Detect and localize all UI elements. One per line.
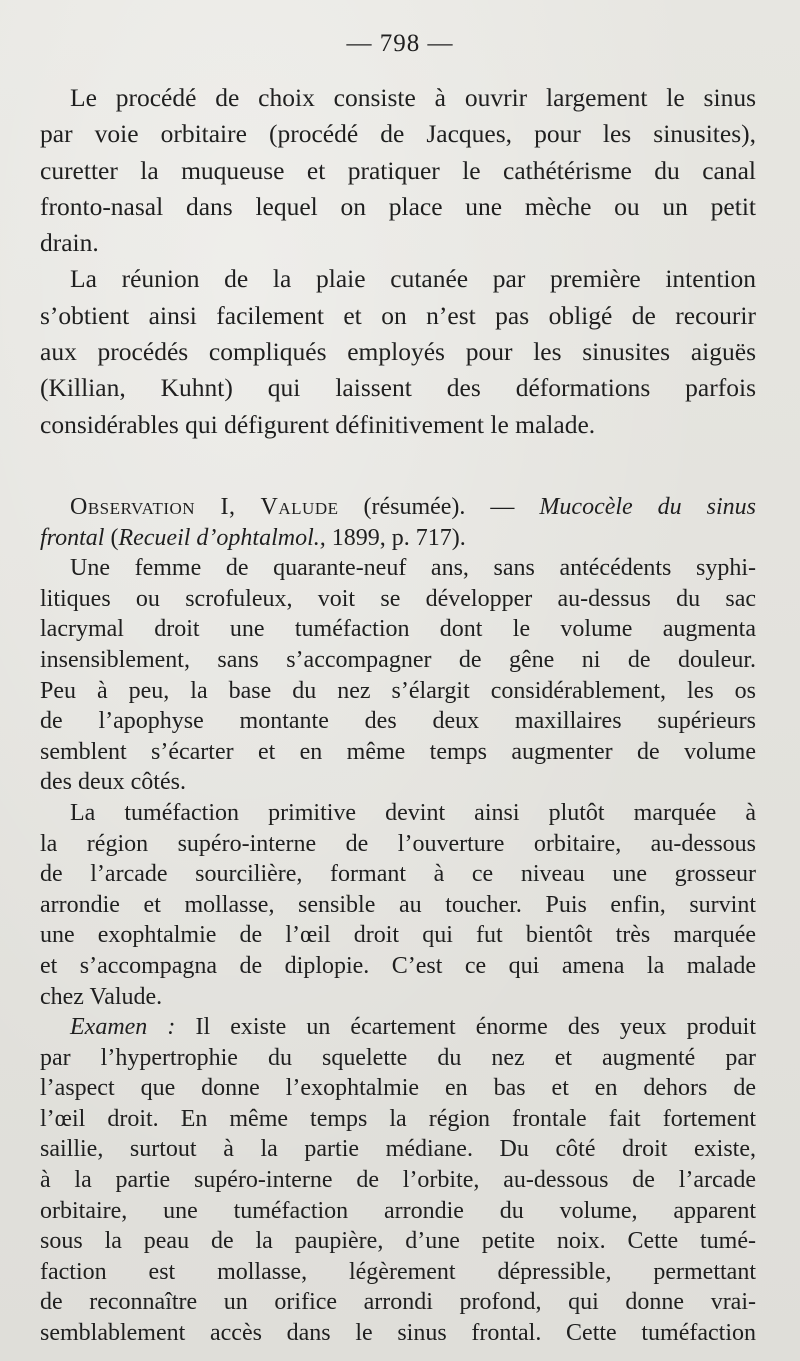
text-line: La tuméfaction primitive devint ainsi plutôt marquée à xyxy=(70,799,756,826)
text-line: semblent s’écarter et en même temps augmenter de volume xyxy=(40,738,756,765)
text-line: semblablement accès dans le sinus frontal. Cette tuméfaction xyxy=(40,1320,756,1347)
reference-details: 1899, p. 717). xyxy=(331,524,466,551)
text-line: à la partie supéro-interne de l’orbite, au-dessous de l’arcade xyxy=(40,1167,756,1194)
text-line: orbitaire, une tuméfaction arrondie du volume, apparent xyxy=(40,1197,756,1224)
text-line: s’obtient ainsi facilement et on n’est pas obligé de recourir xyxy=(40,300,756,330)
text-line: de l’apophyse montante des deux maxillaires supérieurs xyxy=(40,708,756,735)
observation-heading xyxy=(40,492,756,523)
text-line: de reconnaître un orifice arrondi profond, qui donne vrai- xyxy=(40,1289,756,1316)
text-line: curetter la muqueuse et pratiquer le cathétérisme du canal xyxy=(40,155,756,185)
text-line: faction est mollasse, légèrement dépressible, permettant xyxy=(40,1258,756,1285)
text-line: La réunion de la plaie cutanée par première intention xyxy=(70,264,756,294)
text-line: une exophtalmie de l’œil droit qui fut bientôt très marquée xyxy=(40,922,756,949)
observation-label: Observation I, xyxy=(70,494,236,520)
observation-reference xyxy=(40,523,756,554)
text-line: par l’hypertrophie du squelette du nez et augmenté par xyxy=(40,1044,756,1071)
text-line: considérables qui défigurent définitivement le malade. xyxy=(40,409,596,439)
text-line: sous la peau de la paupière, d’une petite noix. Cette tumé- xyxy=(40,1228,756,1255)
text-line: l’œil droit. En même temps la région frontale fait fortement xyxy=(40,1105,756,1132)
text-line: drain. xyxy=(40,228,99,258)
observation-note: (résumée). — xyxy=(363,494,515,520)
text-line: aux procédés compliqués employés pour les sinusites aiguës xyxy=(40,337,756,367)
text-line: de l’arcade sourcilière, formant à ce niveau une grosseur xyxy=(40,861,756,888)
text-line: insensiblement, sans s’accompagner de gêne ni de douleur. xyxy=(40,646,756,673)
text-line: lacrymal droit une tuméfaction dont le volume augmenta xyxy=(40,616,756,643)
observation-title: Mucocèle du sinus xyxy=(539,494,757,520)
text-line: litiques ou scrofuleux, voit se développer au-dessus du sac xyxy=(40,585,756,612)
intro-text xyxy=(40,80,756,443)
text-line: la région supéro-interne de l’ouverture orbitaire, au-dessous xyxy=(40,830,756,857)
journal-name: Recueil d’ophtalmol., xyxy=(118,524,326,551)
text-line: des deux côtés. xyxy=(40,769,186,796)
text-line: arrondie et mollasse, sensible au toucher. Puis enfin, survint xyxy=(40,891,756,918)
text-line: Le procédé de choix consiste à ouvrir largement le sinus xyxy=(70,83,756,112)
reference-paren: ( xyxy=(110,524,119,551)
text-line: par voie orbitaire (procédé de Jacques, pour les sinusites), xyxy=(40,119,756,149)
observation-title-end: frontal xyxy=(40,524,105,551)
text-line: (Killian, Kuhnt) qui laissent des déformations parfois xyxy=(40,373,756,403)
text-line: et s’accompagna de diplopie. C’est ce qui amena la malade xyxy=(40,952,756,979)
observation-section xyxy=(40,492,756,1349)
text-line: l’aspect que donne l’exophtalmie en bas et en dehors de xyxy=(40,1075,756,1102)
exam-label: Examen : xyxy=(70,1014,176,1041)
observation-author: Valude xyxy=(260,494,339,520)
text-segment: Il existe un écartement énorme des yeux produit xyxy=(195,1014,757,1041)
page-number: — 798 — xyxy=(346,30,454,57)
exam-first-line xyxy=(40,1012,756,1043)
text-line: saillie, surtout à la partie médiane. Du côté droit existe, xyxy=(40,1136,756,1163)
text-line: Peu à peu, la base du nez s’élargit considérablement, les os xyxy=(40,677,756,704)
text-line: Une femme de quarante-neuf ans, sans antécédents syphi- xyxy=(70,555,756,582)
text-line: chez Valude. xyxy=(40,983,163,1010)
text-line: fronto-nasal dans lequel on place une mèche ou un petit xyxy=(40,191,756,221)
